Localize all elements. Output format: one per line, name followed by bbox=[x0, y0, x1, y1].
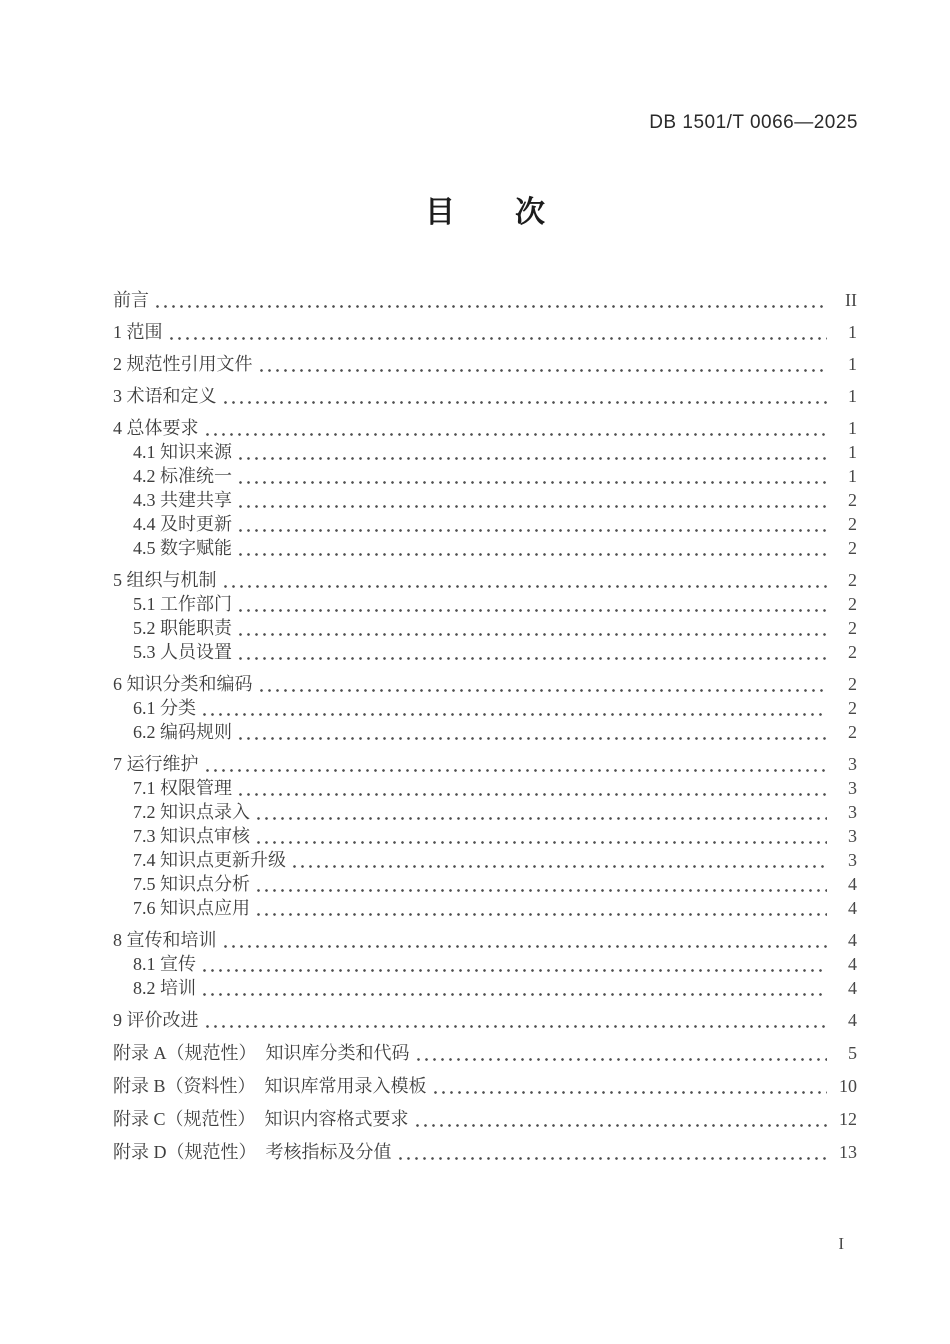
toc-entry-page: 4 bbox=[848, 954, 857, 974]
toc-entry-label: 5.2 职能职责 bbox=[133, 618, 232, 638]
toc-entry-page: II bbox=[845, 290, 857, 310]
dot-leader bbox=[156, 305, 827, 308]
dot-leader bbox=[257, 841, 827, 844]
dot-leader bbox=[206, 769, 828, 772]
toc-entry bbox=[113, 416, 857, 440]
toc-entry-page: 4 bbox=[848, 930, 857, 950]
toc-entry bbox=[113, 352, 857, 376]
toc-entry-page: 4 bbox=[848, 874, 857, 894]
dot-leader bbox=[203, 993, 827, 996]
toc-entry-page: 3 bbox=[848, 778, 857, 798]
dot-leader bbox=[224, 401, 828, 404]
dot-leader bbox=[239, 553, 827, 556]
toc-entry-label: 附录 A（规范性） 知识库分类和代码 bbox=[113, 1043, 410, 1063]
toc-entry-label: 附录 C（规范性） 知识内容格式要求 bbox=[113, 1109, 409, 1129]
toc-entry-label: 9 评价改进 bbox=[113, 1010, 199, 1030]
toc-entry bbox=[113, 1140, 857, 1164]
dot-leader bbox=[206, 1025, 828, 1028]
toc-entry-label: 4.4 及时更新 bbox=[133, 514, 232, 534]
toc-entry-page: 3 bbox=[848, 802, 857, 822]
toc-entry bbox=[113, 952, 857, 976]
toc-entry-label: 7 运行维护 bbox=[113, 754, 199, 774]
toc-entry-page: 1 bbox=[848, 418, 857, 438]
toc-entry bbox=[113, 568, 857, 592]
toc-entry-page: 2 bbox=[848, 514, 857, 534]
toc-entry bbox=[113, 848, 857, 872]
toc-entry-label: 附录 B（资料性） 知识库常用录入模板 bbox=[113, 1076, 427, 1096]
dot-leader bbox=[257, 913, 827, 916]
toc-entry bbox=[113, 1107, 857, 1131]
toc-entry bbox=[113, 1074, 857, 1098]
toc-entry-label: 8 宣传和培训 bbox=[113, 930, 217, 950]
toc-entry bbox=[113, 872, 857, 896]
toc-entry bbox=[113, 640, 857, 664]
dot-leader bbox=[239, 737, 827, 740]
toc-entry-page: 1 bbox=[848, 466, 857, 486]
footer-page-number: I bbox=[838, 1234, 844, 1253]
toc-entry bbox=[113, 800, 857, 824]
toc-entry bbox=[113, 488, 857, 512]
toc-entry bbox=[113, 288, 857, 312]
toc-entry-label: 7.6 知识点应用 bbox=[133, 898, 250, 918]
toc-entry bbox=[113, 776, 857, 800]
toc-entry-page: 3 bbox=[848, 850, 857, 870]
dot-leader bbox=[239, 529, 827, 532]
dot-leader bbox=[206, 433, 828, 436]
toc-entry-label: 附录 D（规范性） 考核指标及分值 bbox=[113, 1142, 392, 1162]
toc-entry-label: 1 范围 bbox=[113, 322, 163, 342]
toc-entry-label: 5 组织与机制 bbox=[113, 570, 217, 590]
toc-entry bbox=[113, 512, 857, 536]
toc-entry-label: 3 术语和定义 bbox=[113, 386, 217, 406]
dot-leader bbox=[203, 969, 827, 972]
toc-entry-page: 2 bbox=[848, 698, 857, 718]
toc-entry-label: 前言 bbox=[113, 290, 149, 310]
dot-leader bbox=[170, 337, 828, 340]
toc-entry-label: 7.3 知识点审核 bbox=[133, 826, 250, 846]
dot-leader bbox=[257, 817, 827, 820]
toc-entry-label: 2 规范性引用文件 bbox=[113, 354, 253, 374]
dot-leader bbox=[224, 945, 828, 948]
toc-entry-page: 2 bbox=[848, 538, 857, 558]
toc-entry bbox=[113, 976, 857, 1000]
toc-entry bbox=[113, 824, 857, 848]
dot-leader bbox=[224, 585, 828, 588]
toc-entry-page: 2 bbox=[848, 490, 857, 510]
toc-entry-page: 3 bbox=[848, 754, 857, 774]
toc-entry-label: 5.1 工作部门 bbox=[133, 594, 232, 614]
dot-leader bbox=[260, 369, 828, 372]
toc-entry bbox=[113, 752, 857, 776]
toc-entry-page: 2 bbox=[848, 642, 857, 662]
dot-leader bbox=[257, 889, 827, 892]
toc-entry-page: 3 bbox=[848, 826, 857, 846]
dot-leader bbox=[239, 793, 827, 796]
table-of-contents bbox=[113, 288, 857, 1164]
toc-entry bbox=[113, 720, 857, 744]
toc-entry-page: 1 bbox=[848, 386, 857, 406]
document-code: DB 1501/T 0066—2025 bbox=[649, 112, 858, 133]
toc-entry bbox=[113, 592, 857, 616]
toc-entry-label: 4.2 标准统一 bbox=[133, 466, 232, 486]
toc-entry-label: 7.4 知识点更新升级 bbox=[133, 850, 286, 870]
toc-entry-page: 1 bbox=[848, 322, 857, 342]
toc-entry-label: 8.1 宣传 bbox=[133, 954, 196, 974]
toc-entry-label: 7.5 知识点分析 bbox=[133, 874, 250, 894]
toc-entry bbox=[113, 320, 857, 344]
page-title: 目 次 bbox=[425, 196, 545, 229]
toc-entry bbox=[113, 616, 857, 640]
toc-entry bbox=[113, 1041, 857, 1065]
toc-entry-label: 5.3 人员设置 bbox=[133, 642, 232, 662]
toc-entry-page: 10 bbox=[839, 1076, 857, 1096]
toc-entry-page: 2 bbox=[848, 594, 857, 614]
toc-entry-page: 4 bbox=[848, 898, 857, 918]
toc-entry-page: 1 bbox=[848, 354, 857, 374]
toc-entry-label: 4.5 数字赋能 bbox=[133, 538, 232, 558]
toc-entry-label: 4.3 共建共享 bbox=[133, 490, 232, 510]
toc-entry-label: 8.2 培训 bbox=[133, 978, 196, 998]
toc-entry-label: 7.1 权限管理 bbox=[133, 778, 232, 798]
toc-entry-label: 6 知识分类和编码 bbox=[113, 674, 253, 694]
toc-entry bbox=[113, 896, 857, 920]
toc-entry-label: 6.2 编码规则 bbox=[133, 722, 232, 742]
dot-leader bbox=[239, 633, 827, 636]
toc-entry-page: 2 bbox=[848, 570, 857, 590]
toc-entry-page: 2 bbox=[848, 722, 857, 742]
toc-entry bbox=[113, 672, 857, 696]
toc-entry-page: 4 bbox=[848, 1010, 857, 1030]
toc-entry bbox=[113, 440, 857, 464]
dot-leader bbox=[399, 1157, 828, 1160]
toc-entry-page: 4 bbox=[848, 978, 857, 998]
toc-entry bbox=[113, 928, 857, 952]
toc-entry-page: 2 bbox=[848, 674, 857, 694]
toc-entry-label: 4.1 知识来源 bbox=[133, 442, 232, 462]
toc-entry bbox=[113, 696, 857, 720]
toc-entry-page: 13 bbox=[839, 1142, 857, 1162]
dot-leader bbox=[239, 609, 827, 612]
dot-leader bbox=[416, 1124, 827, 1127]
dot-leader bbox=[417, 1058, 828, 1061]
toc-entry-page: 1 bbox=[848, 442, 857, 462]
dot-leader bbox=[239, 657, 827, 660]
dot-leader bbox=[239, 457, 827, 460]
toc-entry bbox=[113, 536, 857, 560]
toc-entry-label: 7.2 知识点录入 bbox=[133, 802, 250, 822]
dot-leader bbox=[260, 689, 828, 692]
toc-entry-label: 6.1 分类 bbox=[133, 698, 196, 718]
toc-entry-label: 4 总体要求 bbox=[113, 418, 199, 438]
toc-entry bbox=[113, 464, 857, 488]
toc-entry bbox=[113, 1008, 857, 1032]
dot-leader bbox=[239, 505, 827, 508]
toc-entry-page: 2 bbox=[848, 618, 857, 638]
dot-leader bbox=[293, 865, 827, 868]
dot-leader bbox=[434, 1091, 827, 1094]
dot-leader bbox=[239, 481, 827, 484]
toc-entry bbox=[113, 384, 857, 408]
dot-leader bbox=[203, 713, 827, 716]
toc-entry-page: 12 bbox=[839, 1109, 857, 1129]
toc-entry-page: 5 bbox=[848, 1043, 857, 1063]
